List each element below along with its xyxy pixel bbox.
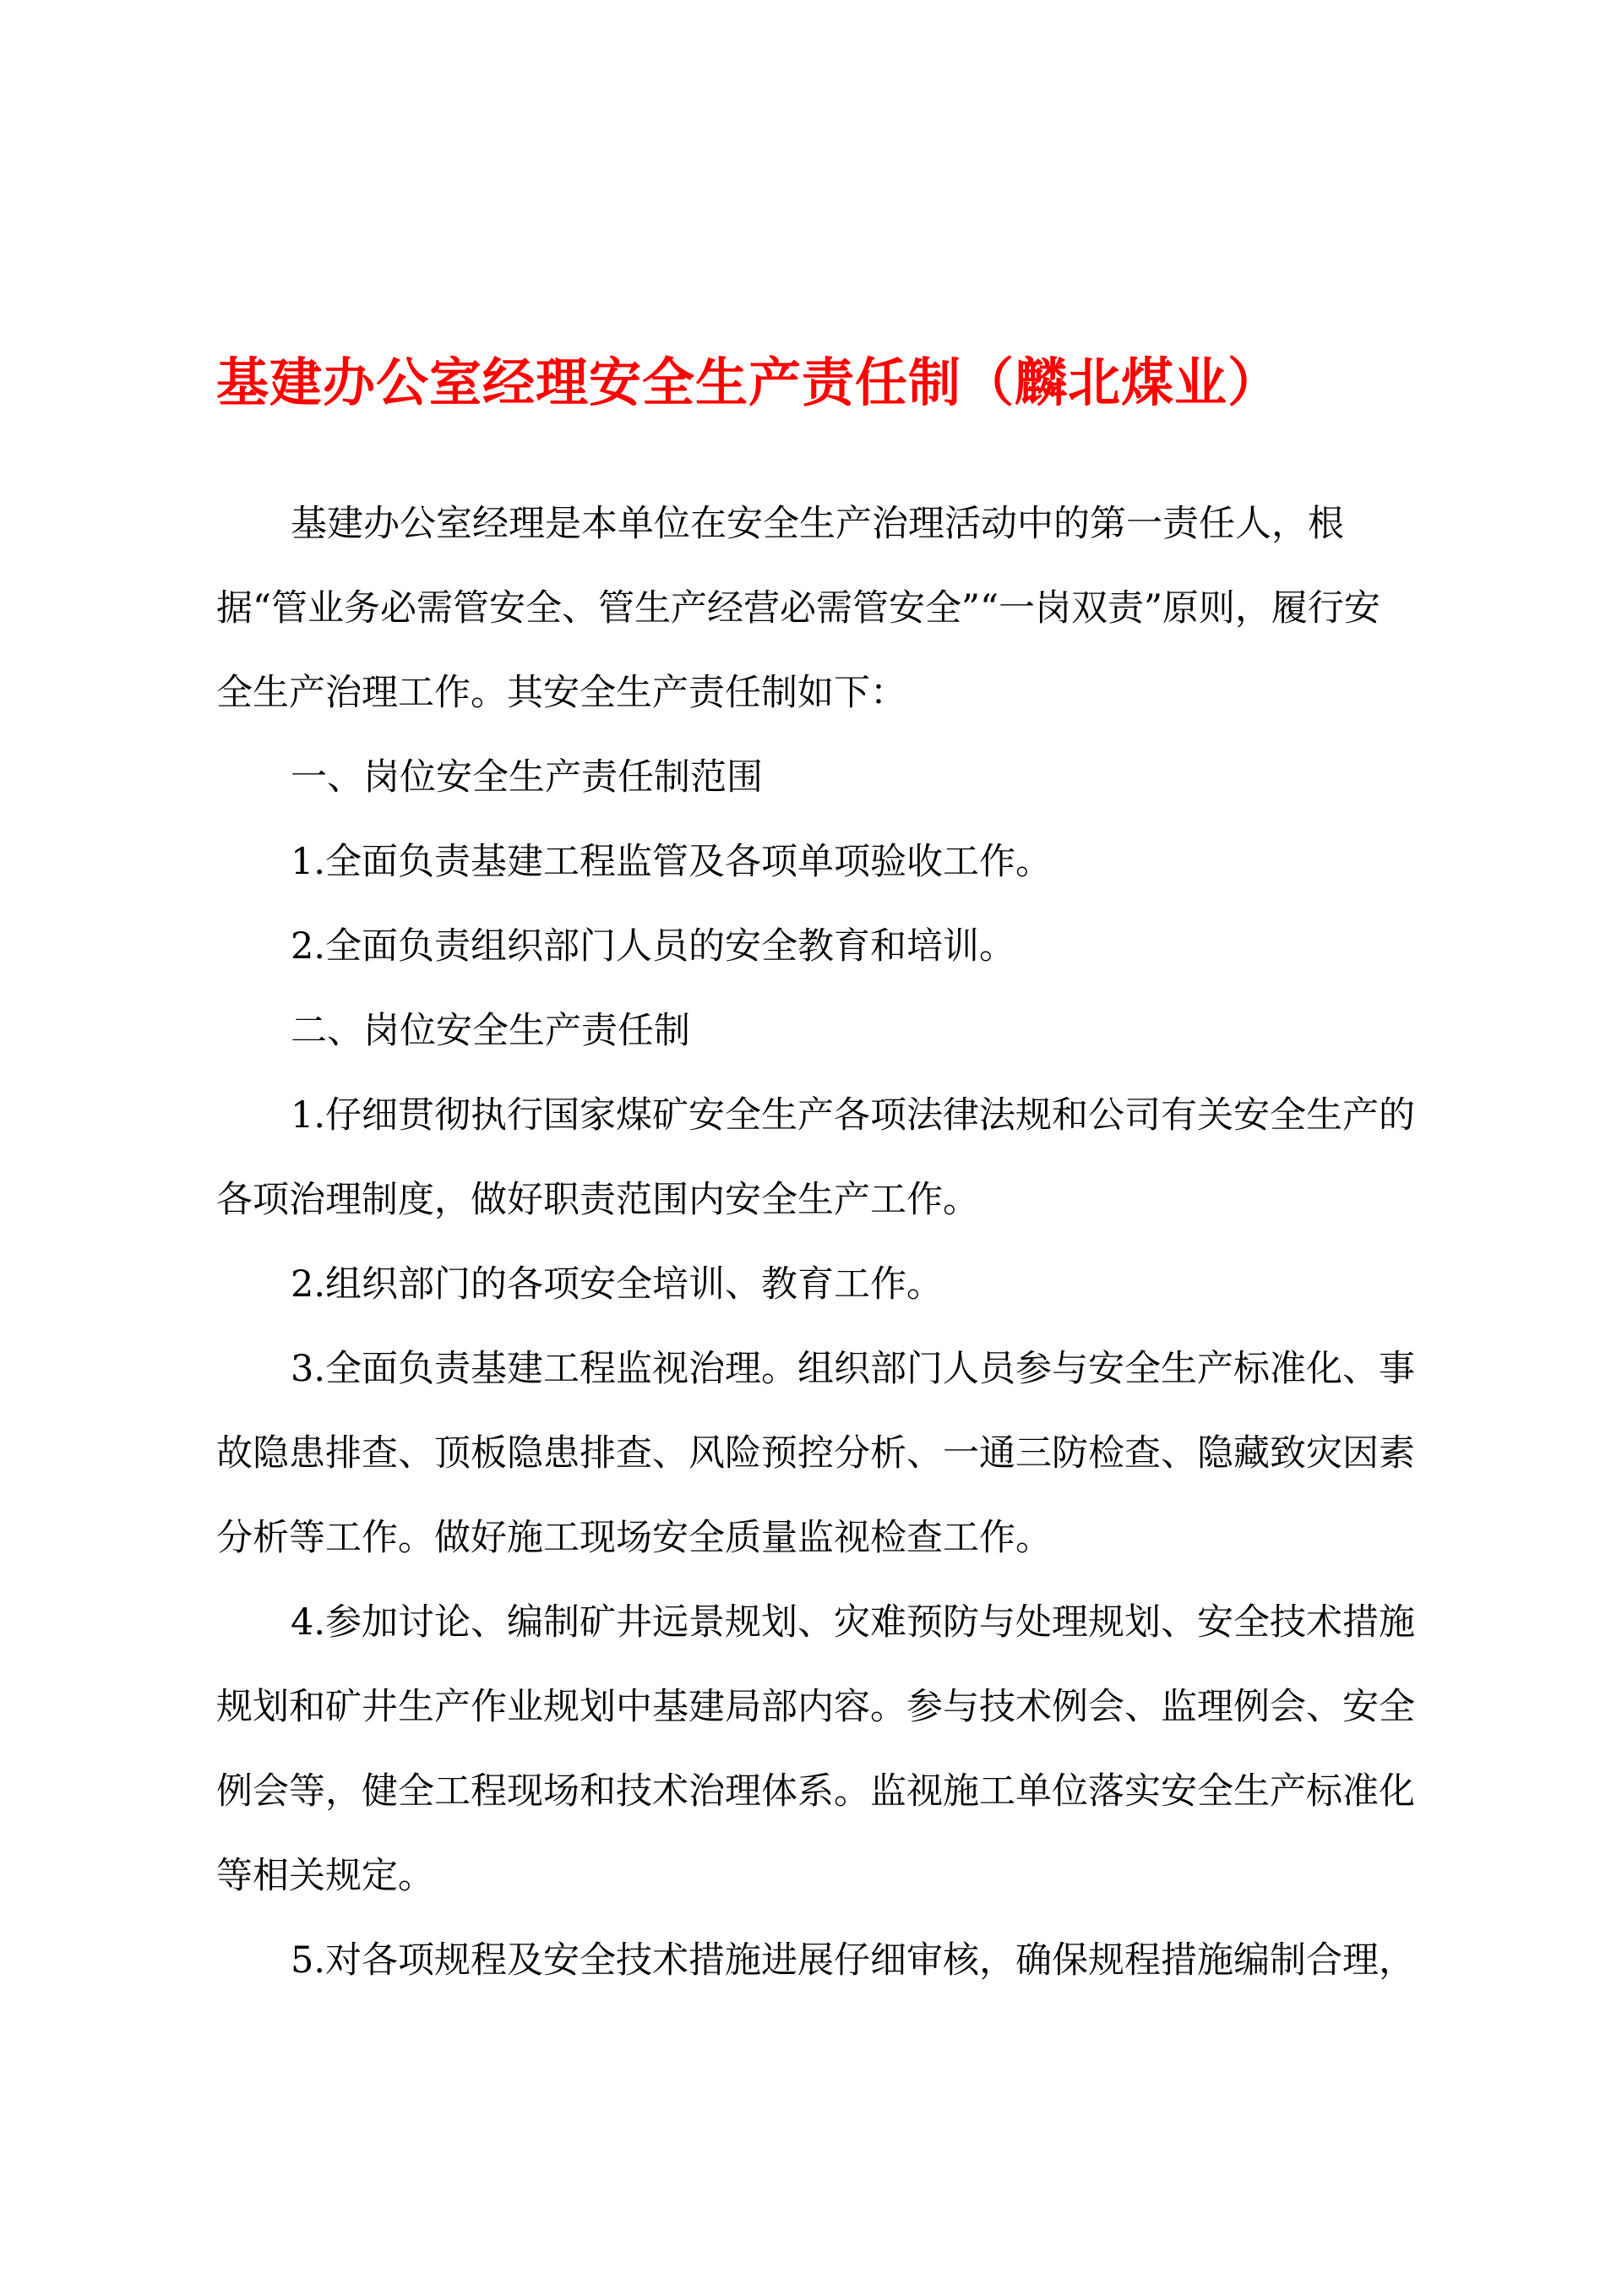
- document-body: [216, 482, 1416, 2003]
- paragraph-item: 1.全面负责基建工程监管及各项单项验收工作。: [291, 841, 1053, 883]
- section-heading-1: 一、岗位安全生产责任制范围: [291, 756, 763, 799]
- paragraph-item: 1.仔细贯彻执行国家煤矿安全生产各项法律法规和公司有关安全生产的各项治理制度，做好职责范围内安全生产工作。: [216, 1094, 1416, 1221]
- paragraph-item: 2.组织部门的各项安全培训、教育工作。: [291, 1263, 944, 1306]
- document-title: 基建办公室经理安全生产责任制（麟北煤业）: [216, 352, 1282, 413]
- section-heading-2: 二、岗位安全生产责任制: [291, 1010, 690, 1052]
- paragraph-item: 2.全面负责组织部门人员的安全教育和培训。: [291, 925, 1016, 968]
- paragraph-intro: 基建办公室经理是本单位在安全生产治理活动中的第一责任人，根据“管业务必需管安全、管生产经营必需管安全”“一岗双责”原则，履行安全生产治理工作。其安全生产责任制如下：: [216, 503, 1380, 714]
- paragraph-item: 5.对各项规程及安全技术措施进展仔细审核，确保规程措施编制合理，: [291, 1939, 1416, 1982]
- paragraph-item: 4.参加讨论、编制矿井远景规划、灾难预防与处理规划、安全技术措施规划和矿井生产作业规划中基建局部内容。参与技术例会、监理例会、安全例会等，健全工程现场和技术治理体系。监视施工单位落实安全生产标准化等相关规定。: [216, 1601, 1416, 1897]
- paragraph-item: 3.全面负责基建工程监视治理。组织部门人员参与安全生产标准化、事故隐患排查、顶板隐患排查、风险预控分析、一通三防检查、隐藏致灾因素分析等工作。做好施工现场安全质量监视检查工作。: [216, 1348, 1416, 1559]
